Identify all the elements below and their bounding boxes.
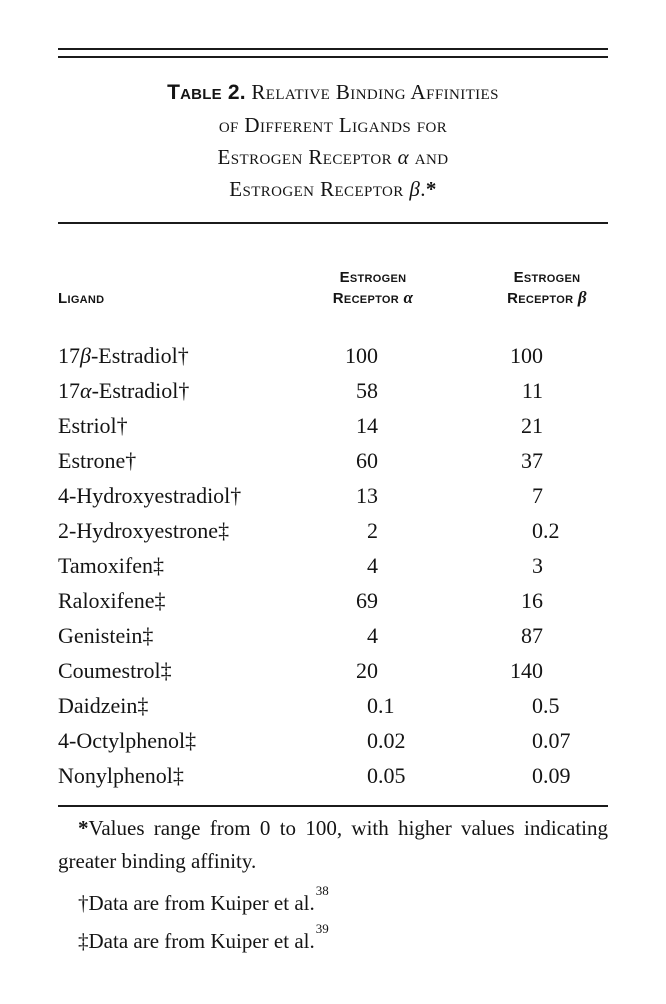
alpha-value-cell: 4 xyxy=(367,623,378,648)
ligand-cell: 4-Octylphenol‡ xyxy=(58,728,197,753)
dagger-marker: † xyxy=(78,891,89,915)
footnote-star xyxy=(58,812,608,878)
double-dagger-marker: ‡ xyxy=(78,929,89,953)
title-line-2: of Different Ligands for xyxy=(218,113,448,137)
footnote-dagger-text: Data are from Kuiper et al. xyxy=(88,891,315,915)
beta-header-receptor-label: Receptor xyxy=(507,290,574,307)
table-row xyxy=(58,478,608,513)
beta-header-line1: Estrogen xyxy=(513,269,581,286)
beta-value-cell: 7 xyxy=(532,483,543,508)
alpha-value-cell: 58 xyxy=(356,378,378,403)
table-row xyxy=(58,548,608,583)
title-line3-text: Estrogen Receptor xyxy=(217,145,392,169)
table-row xyxy=(58,443,608,478)
ligand-cell: Estriol† xyxy=(58,413,128,438)
alpha-value-cell: 2 xyxy=(367,518,378,543)
alpha-value-cell: 14 xyxy=(356,413,378,438)
alpha-symbol: α xyxy=(397,145,410,169)
alpha-value-cell: 60 xyxy=(356,448,378,473)
title-period: . xyxy=(420,177,426,201)
title-line-3 xyxy=(58,141,608,173)
table-row xyxy=(58,373,608,408)
title-line-4 xyxy=(58,173,608,205)
beta-symbol: β xyxy=(409,177,421,201)
table-row xyxy=(58,583,608,618)
beta-header-line2 xyxy=(486,288,608,309)
beta-value-cell: 0 .5 xyxy=(532,693,560,718)
alpha-value-cell: 0 .02 xyxy=(367,728,406,753)
table-number-label: Table 2. xyxy=(167,81,246,104)
ligand-cell: 4-Hydroxyestradiol† xyxy=(58,483,242,508)
table-bottom-rule xyxy=(58,805,608,807)
top-rule-inner xyxy=(58,56,608,58)
column-header-row xyxy=(58,248,608,312)
ligand-cell: Daidzein‡ xyxy=(58,693,149,718)
ligand-cell: Genistein‡ xyxy=(58,623,154,648)
ligand-cell: Tamoxifen‡ xyxy=(58,553,164,578)
reference-38: 38 xyxy=(315,883,329,898)
beta-value-cell: 21 xyxy=(521,413,543,438)
alpha-value-cell: 69 xyxy=(356,588,378,613)
table-row xyxy=(58,723,608,758)
footnote-double-dagger xyxy=(58,919,608,958)
ligand-cell: Coumestrol‡ xyxy=(58,658,172,683)
alpha-header-receptor-label: Receptor xyxy=(332,290,400,307)
ligand-column-header: Ligand xyxy=(58,290,105,307)
ligand-cell: 2-Hydroxyestrone‡ xyxy=(58,518,230,543)
beta-value-cell: 11 xyxy=(521,378,543,403)
ligand-cell: Raloxifene‡ xyxy=(58,588,166,613)
ligand-cell: Nonylphenol‡ xyxy=(58,763,184,788)
title-line3-suffix: and xyxy=(414,145,449,169)
title-separator-rule xyxy=(58,222,608,224)
beta-value-cell: 3 xyxy=(532,553,543,578)
alpha-header-line1: Estrogen xyxy=(339,269,407,286)
estrogen-receptor-beta-column-header xyxy=(448,268,608,312)
title-line1-text: Relative Binding Affinities xyxy=(251,80,499,104)
alpha-value-cell: 0 .1 xyxy=(367,693,395,718)
beta-header-symbol: β xyxy=(577,288,587,307)
alpha-header-symbol: α xyxy=(403,288,414,307)
estrogen-receptor-alpha-column-header xyxy=(288,268,448,312)
beta-value-cell: 140 xyxy=(510,658,543,683)
alpha-value-cell: 4 xyxy=(367,553,378,578)
alpha-value-cell: 13 xyxy=(356,483,378,508)
table-row xyxy=(58,618,608,653)
alpha-value-cell: 100 xyxy=(345,343,378,368)
title-line4-text: Estrogen Receptor xyxy=(229,177,404,201)
greek-letter: α xyxy=(80,378,92,403)
beta-value-cell: 100 xyxy=(510,343,543,368)
footnote-double-dagger-text: Data are from Kuiper et al. xyxy=(88,929,315,953)
beta-value-cell: 0 .2 xyxy=(532,518,560,543)
beta-value-cell: 37 xyxy=(521,448,543,473)
alpha-header-line2 xyxy=(298,288,448,309)
beta-value-cell: 16 xyxy=(521,588,543,613)
reference-39: 39 xyxy=(315,921,329,936)
beta-value-cell: 87 xyxy=(521,623,543,648)
top-rule-outer xyxy=(58,48,608,50)
ligand-cell: 17α-Estradiol† xyxy=(58,378,190,403)
table-row xyxy=(58,513,608,548)
title-line-1 xyxy=(58,76,608,109)
table-row xyxy=(58,688,608,723)
table-title xyxy=(58,76,608,205)
table-row xyxy=(58,408,608,443)
ligand-cell: Estrone† xyxy=(58,448,137,473)
title-footnote-asterisk: * xyxy=(425,177,437,201)
footnote-star-text: Values range from 0 to 100, with higher values indicating greater binding affinity. xyxy=(58,816,608,873)
alpha-value-cell: 20 xyxy=(356,658,378,683)
footnote-dagger xyxy=(58,881,608,920)
beta-value-cell: 0 .09 xyxy=(532,763,571,788)
table-row xyxy=(58,338,608,373)
table-body xyxy=(58,338,608,793)
asterisk-marker: * xyxy=(78,816,89,840)
alpha-value-cell: 0 .05 xyxy=(367,763,406,788)
greek-letter: β xyxy=(80,343,91,368)
table-row xyxy=(58,653,608,688)
ligand-cell: 17β-Estradiol† xyxy=(58,343,189,368)
beta-value-cell: 0 .07 xyxy=(532,728,571,753)
table-row xyxy=(58,758,608,793)
